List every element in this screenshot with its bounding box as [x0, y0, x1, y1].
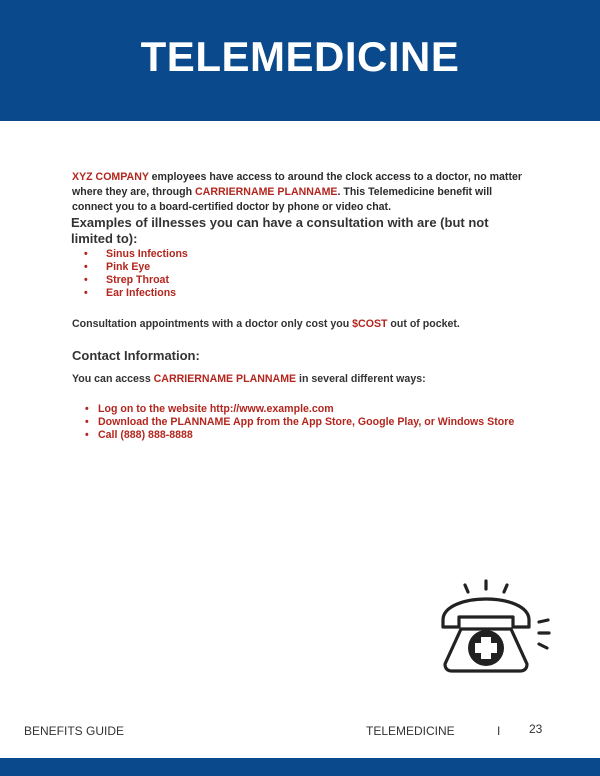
cost-value: $COST: [352, 318, 388, 330]
illness-list: [84, 248, 546, 300]
access-intro: [72, 373, 534, 385]
list-item: • Ear Infections: [84, 287, 546, 300]
plan-name: CARRIERNAME PLANNAME: [195, 186, 338, 198]
list-item: • Sinus Infections: [84, 248, 546, 261]
footer-separator: I: [497, 724, 501, 738]
intro-text-2: . This Telemedicine benefit will connect you to a board-certified doctor by phone or video chat.: [72, 186, 493, 213]
footer-section-label: TELEMEDICINE: [366, 724, 455, 738]
list-item: • Strep Throat: [84, 274, 546, 287]
examples-heading: Examples of illnesses you can have a consultation with are (but not limited to):: [71, 215, 489, 246]
access-plan-name: CARRIERNAME PLANNAME: [153, 373, 297, 385]
company-name: XYZ COMPANY: [72, 171, 149, 183]
access-prefix: You can access: [72, 373, 154, 385]
access-suffix: in several different ways:: [296, 373, 426, 385]
website-item: • Log on to the website http://www.example.com: [85, 403, 547, 416]
consultation-prefix: Consultation appointments with a doctor only cost you: [72, 318, 353, 330]
list-item: • Pink Eye: [84, 261, 546, 274]
consultation-cost-text: [72, 318, 534, 330]
intro-paragraph: [72, 170, 534, 215]
phone-item: • Call (888) 888-8888: [85, 429, 547, 442]
page-title: TELEMEDICINE: [140, 33, 460, 80]
page-number: 23: [529, 722, 543, 736]
intro-text-1: employees have access to around the clock access to a doctor, no matter where they are, through: [72, 171, 522, 198]
consultation-suffix: out of pocket.: [387, 318, 460, 330]
header-banner: [0, 0, 600, 121]
app-download-item: • Download the PLANNAME App from the App Store, Google Play, or Windows Store: [85, 416, 547, 429]
access-methods-list: [85, 403, 547, 442]
contact-heading: Contact Information:: [72, 348, 200, 363]
telephone-medical-cross-icon: [437, 578, 553, 678]
footer-guide-label: BENEFITS GUIDE: [24, 724, 125, 738]
footer-bar: [0, 758, 600, 776]
